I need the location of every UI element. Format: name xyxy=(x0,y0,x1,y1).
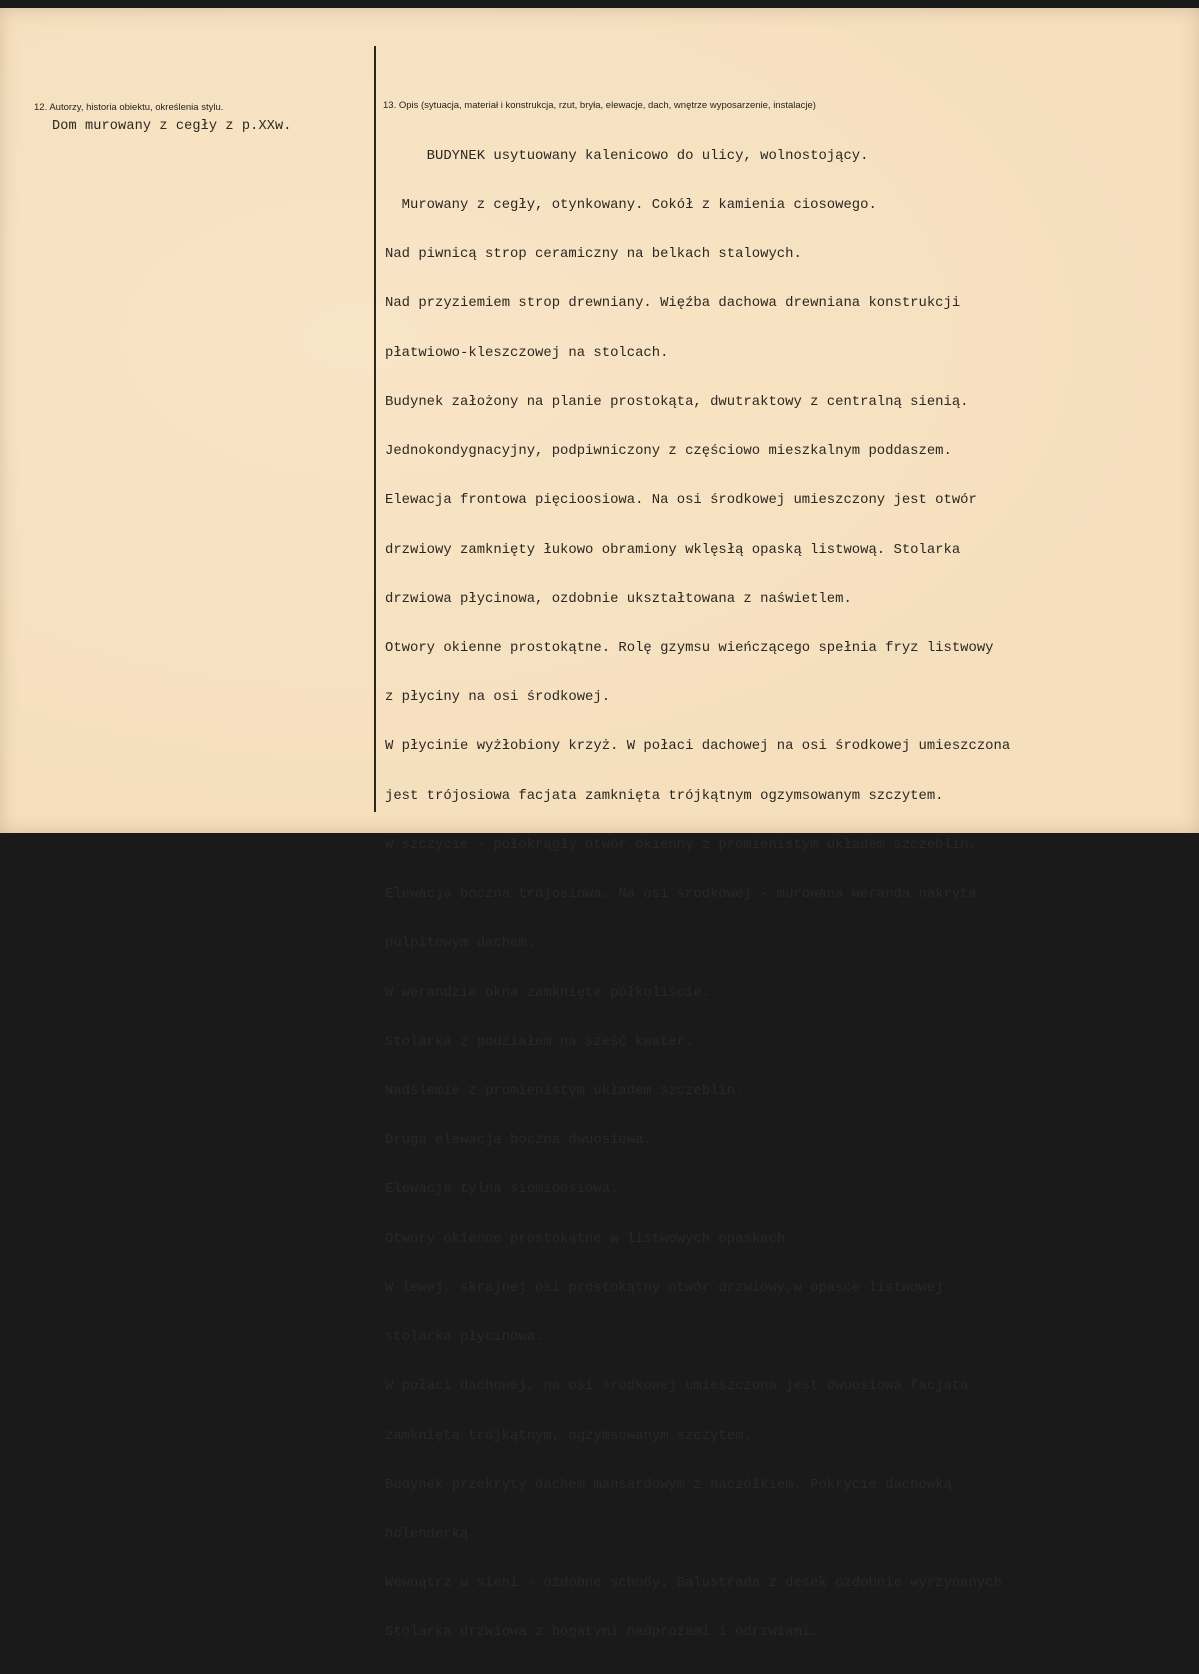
field-13-description xyxy=(385,115,1010,1674)
description-line: W werandzie okna zamknięte półkoliście. xyxy=(385,984,711,1001)
description-line: zamknięta trójkątnym, ogzymsowanym szczytem. xyxy=(385,1427,752,1444)
column-divider xyxy=(374,46,376,812)
description-line: Druga elewacja boczna dwuosiowa. xyxy=(385,1132,652,1149)
description-line: stolarka płycinowa. xyxy=(385,1329,544,1346)
description-line: W połaci dachowej, na osi środkowej umieszczona jest dwuosiowa facjata xyxy=(385,1378,969,1395)
description-line: z płyciny na osi środkowej. xyxy=(385,689,611,706)
description-line: Elewacja boczna trójosiowa. Na osi środkowej - murowana weranda nakryta xyxy=(385,886,977,903)
description-line: drzwiowa płycinowa, ozdobnie ukształtowana z naświetlem. xyxy=(385,590,852,607)
description-line: Stolarka z podziałem na sześć kwater. xyxy=(385,1033,694,1050)
description-line: Budynek przekryty dachem mansardowym z naczółkiem. Pokrycie dachówką xyxy=(385,1476,952,1493)
description-line: Nad przyziemiem strop drewniany. Więźba dachowa drewniana konstrukcji xyxy=(385,295,961,312)
description-line: W płycinie wyżłobiony krzyż. W połaci dachowej na osi środkowej umieszczona xyxy=(385,738,1011,755)
description-line: holenderką. xyxy=(385,1525,477,1542)
description-line: W szczycie - półokrągły otwór okienny z promienistym układem szczeblin. xyxy=(385,836,977,853)
description-line: Otwory okienne prostokątne w listwowych opaskach xyxy=(385,1230,786,1247)
field-13-label: 13. Opis (sytuacja, materiał i konstrukcja, rzut, bryła, elewacje, dach, wnętrze wyposarzenie, instalacje) xyxy=(383,100,816,111)
record-card-sheet xyxy=(0,8,1199,1641)
description-line: Nad piwnicą strop ceramiczny na belkach stalowych. xyxy=(385,246,802,263)
description-line: płatwiowo-kleszczowej na stolcach. xyxy=(385,344,669,361)
field-12-value: Dom murowany z cegły z p.XXw. xyxy=(52,119,292,134)
description-line: Wewnątrz w sieni - ozdobne schody. Balustrada z desek ozdobnie wyrzynanych xyxy=(385,1575,1002,1592)
description-line: drzwiowy zamknięty łukowo obramiony wklęsłą opaską listwową. Stolarka xyxy=(385,541,961,558)
description-line: Jednokondygnacyjny, podpiwniczony z częściowo mieszkalnym poddaszem. xyxy=(385,443,952,460)
description-line: Stolarka drzwiowa z bogatymi nadprożami i odrzwiami. xyxy=(385,1624,819,1641)
description-line: Murowany z cegły, otynkowany. Cokół z kamienia ciosowego. xyxy=(385,197,877,214)
description-line: pulpitowym dachem. xyxy=(385,935,536,952)
description-line: BUDYNEK usytuowany kalenicowo do ulicy, wolnostojący. xyxy=(385,147,869,164)
description-line: Elewacja frontowa pięcioosiowa. Na osi środkowej umieszczony jest otwór xyxy=(385,492,977,509)
description-line: Otwory okienne prostokątne. Rolę gzymsu wieńczącego spełnia fryz listwowy xyxy=(385,640,994,656)
description-line: jest trójosiowa facjata zamknięta trójkątnym ogzymsowanym szczytem. xyxy=(385,787,944,804)
description-line: W lewej, skrajnej osi prostokątny otwór drzwiowy,w opasce listwowej xyxy=(385,1279,944,1296)
description-line: Budynek założony na planie prostokąta, dwutraktowy z centralną sienią. xyxy=(385,393,969,410)
description-line: Nadślemie z promienistym układem szczeblin. xyxy=(385,1082,744,1099)
field-12-label: 12. Autorzy, historia obiektu, określenia stylu. xyxy=(34,102,224,113)
description-line: Elewacja tylna siemioosiowa. xyxy=(385,1181,619,1198)
